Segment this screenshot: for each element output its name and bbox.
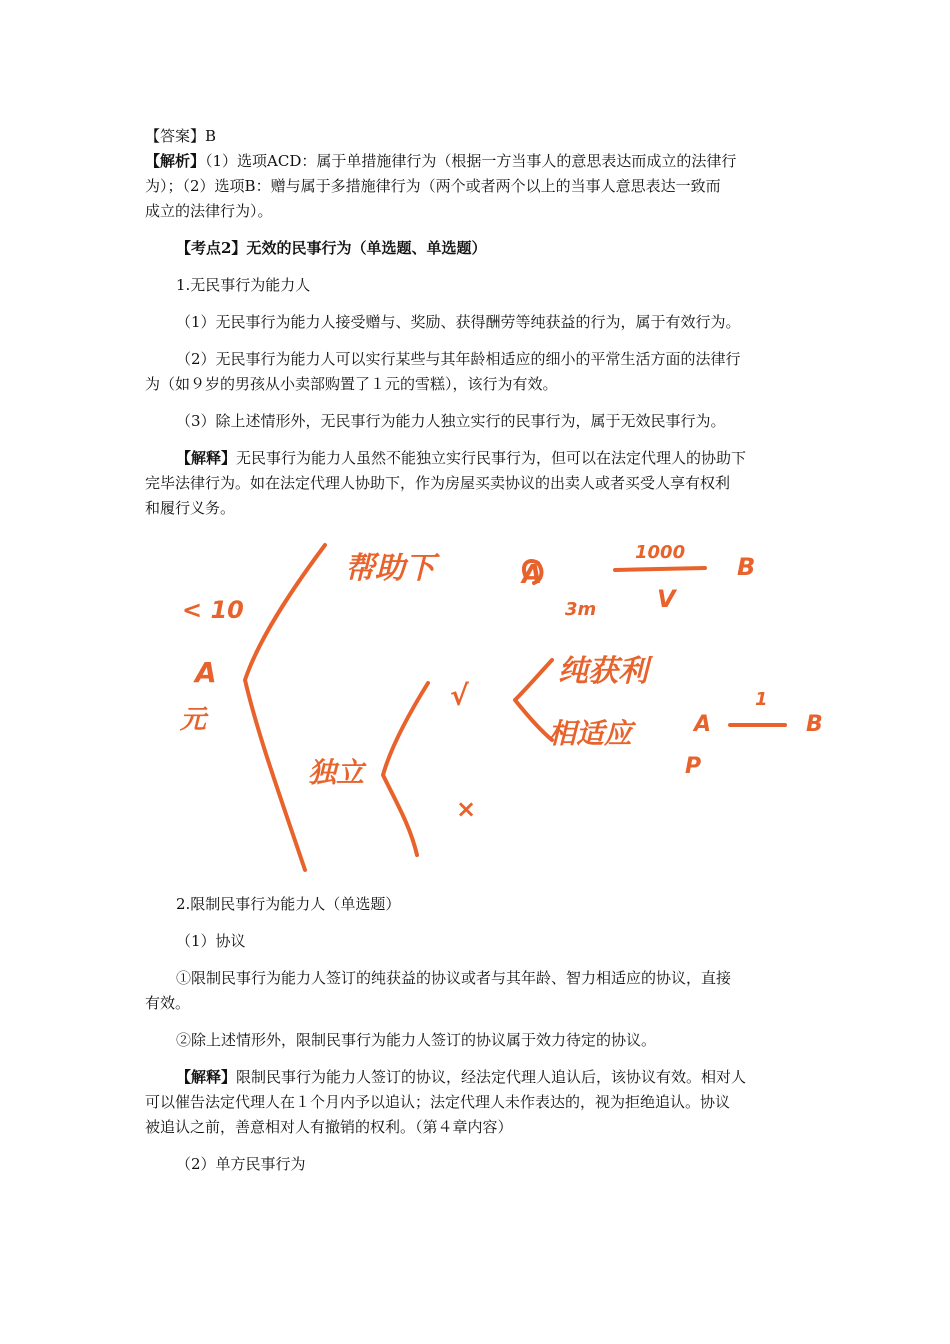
thousand-line <box>615 568 705 570</box>
item1-paragraph-2-line-1: （2）无民事行为能力人可以实行某些与其年龄相适应的细小的平常生活方面的法律行 <box>176 350 741 368</box>
hw-check: √ <box>450 679 469 712</box>
item1-explain-line-3: 和履行义务。 <box>145 499 236 517</box>
hw-yuan: 元 <box>180 705 207 735</box>
hw-3m: 3m <box>565 599 597 620</box>
hw-p-mark: P <box>685 754 702 779</box>
item1-explain-line-2: 完毕法律行为。如在法定代理人协助下，作为房屋买卖协议的出卖人或者买受人享有权利 <box>145 474 731 492</box>
hw-circle-a: A <box>522 560 543 590</box>
hw-independent: 独立 <box>308 756 365 789</box>
hw-a-left: A <box>195 656 217 689</box>
item2-clause-1-line-1: ①限制民事行为能力人签订的纯获益的协议或者与其年龄、智力相适应的协议，直接 <box>176 969 732 987</box>
explain-label: 【解释】 <box>176 449 237 467</box>
answer-value: B <box>205 127 217 145</box>
item2-explain-text-1: 限制民事行为能力人签订的协议，经法定代理人追认后，该协议有效。相对人 <box>236 1068 747 1086</box>
item2-sub-1: （1）协议 <box>176 932 246 950</box>
hw-pure-benefit: 纯获利 <box>558 654 648 689</box>
hw-b-top: B <box>737 553 756 581</box>
item2-explain-line-2: 可以催告法定代理人在１个月内予以追认；法定代理人未作表达的，视为拒绝追认。协议 <box>145 1093 731 1111</box>
hw-a-right: A <box>694 712 712 737</box>
analysis-label: 【解析】 <box>145 152 206 170</box>
item2-clause-2: ②除上述情形外，限制民事行为能力人签订的协议属于效力待定的协议。 <box>176 1031 657 1049</box>
hw-help-under: 帮助下 <box>345 551 435 586</box>
item1-heading: 1.无民事行为能力人 <box>176 276 311 294</box>
analysis-text-1: （1）选项ACD：属于单措施律行为（根据一方当事人的意思表达而成立的法律行 <box>205 152 737 170</box>
answer-label: 【答案】 <box>145 127 206 145</box>
hw-cross: × <box>456 795 477 823</box>
handwritten-sketch <box>170 535 840 880</box>
hw-lt10: < 10 <box>182 596 244 624</box>
independent-bracket-stroke <box>383 683 428 855</box>
analysis-line-1 <box>145 149 810 174</box>
item1-paragraph-3: （3）除上述情形外，无民事行为能力人独立实行的民事行为，属于无效民事行为。 <box>176 412 726 430</box>
analysis-line-2: 为）；（2）选项B：赠与属于多措施律行为（两个或者两个以上的当事人意思表达一致而 <box>145 177 721 195</box>
analysis-line-3: 成立的法律行为）。 <box>145 202 273 220</box>
item2-sub-2: （2）单方民事行为 <box>176 1155 306 1173</box>
item1-paragraph-1: （1）无民事行为能力人接受赠与、奖励、获得酬劳等纯获益的行为，属于有效行为。 <box>176 313 741 331</box>
item2-clause-1-line-2: 有效。 <box>145 994 191 1012</box>
item1-explain-line-1 <box>176 446 810 471</box>
item1-explain-text-1: 无民事行为能力人虽然不能独立实行民事行为，但可以在法定代理人的协助下 <box>236 449 747 467</box>
item2-explain-line-1 <box>176 1065 810 1090</box>
item2-heading: 2.限制民事行为能力人（单选题） <box>176 895 401 913</box>
item2-explain-line-3: 被追认之前，善意相对人有撤销的权利。（第４章内容） <box>145 1118 513 1136</box>
hw-b-right: B <box>806 712 823 737</box>
section-title: 【考点2】无效的民事行为（单选题、单选题） <box>176 239 487 257</box>
hw-v-mark: V <box>657 585 676 613</box>
explain-label-2: 【解释】 <box>176 1068 237 1086</box>
large-bracket-stroke <box>245 545 325 870</box>
right-bracket-stroke <box>515 660 552 740</box>
hw-1000: 1000 <box>635 542 686 563</box>
answer-line <box>145 124 810 149</box>
hw-one: 1 <box>755 689 768 710</box>
item1-paragraph-2-line-2: 为（如９岁的男孩从小卖部购置了１元的雪糕），该行为有效。 <box>145 375 558 393</box>
hw-suitable: 相适应 <box>548 717 633 750</box>
